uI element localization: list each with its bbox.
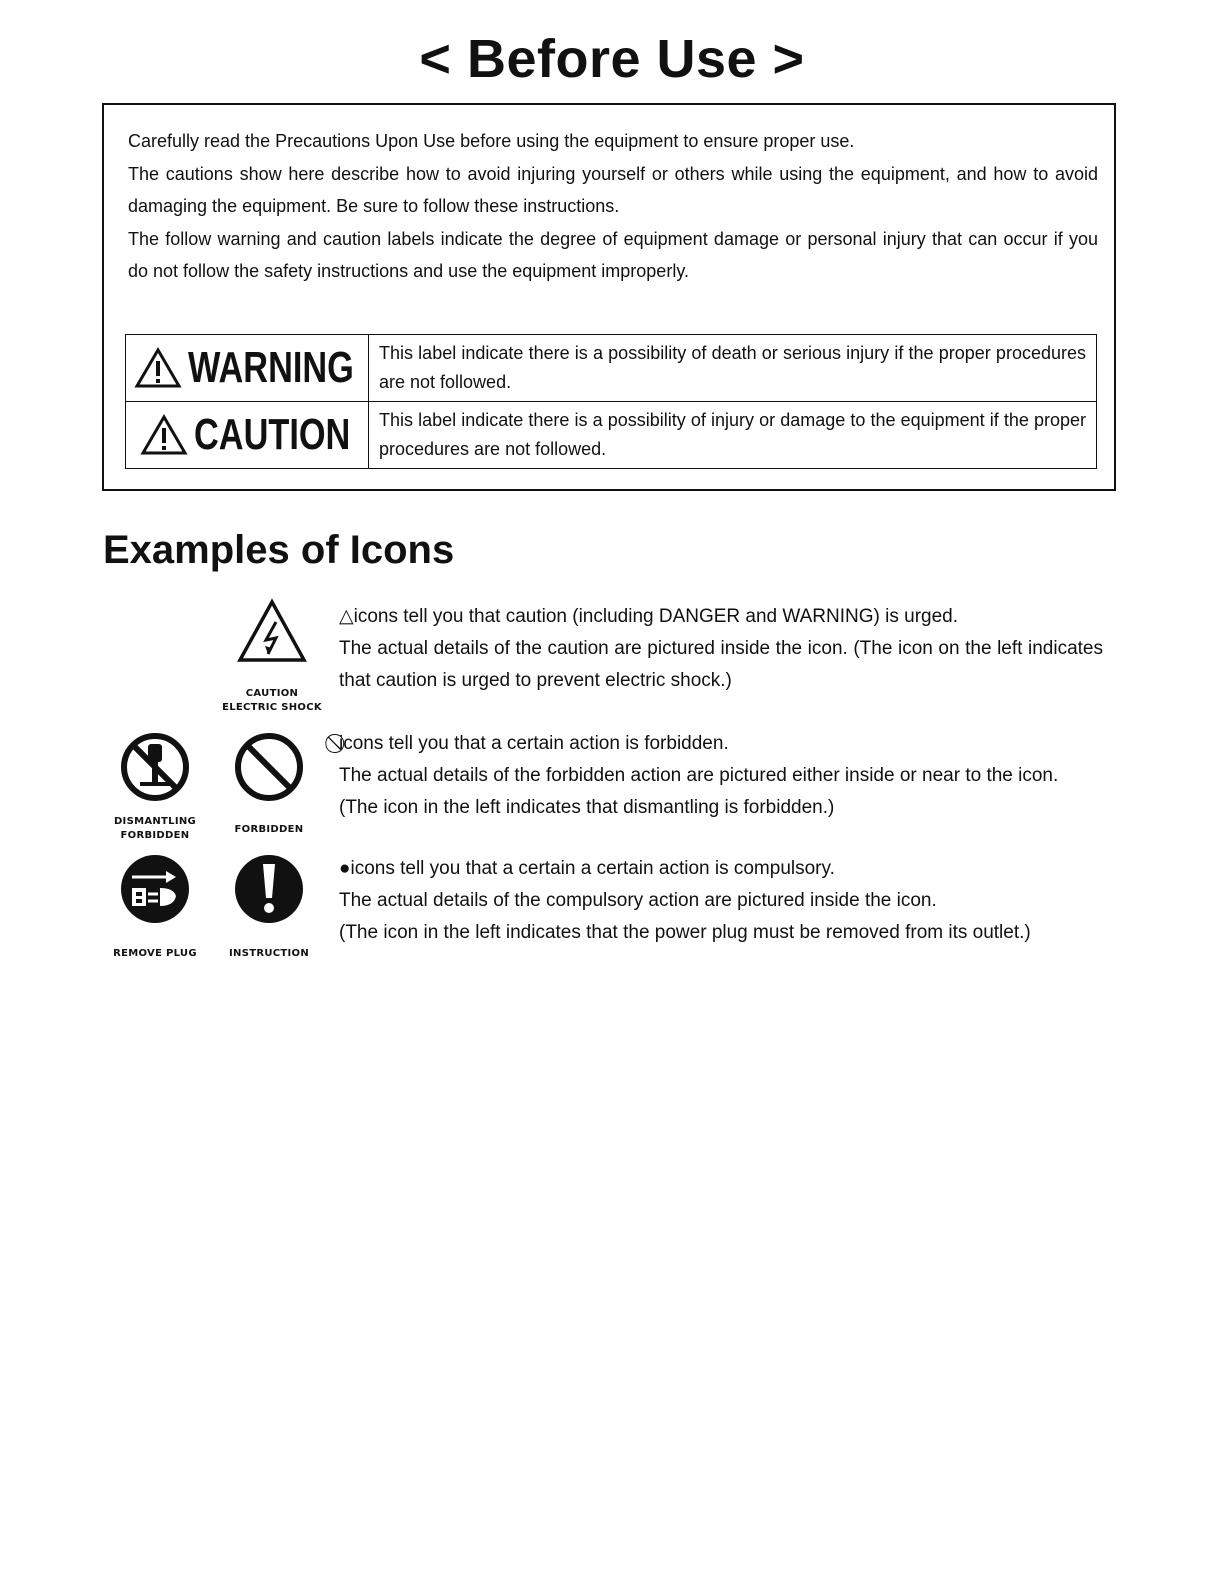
instruction-figure [219, 852, 319, 961]
warning-word: WARNING [187, 343, 354, 392]
intro-paragraph: The follow warning and caution labels indicate the degree of equipment damage or personal injury that can occur if you do not follow the safety instructions and use the equipment improperly. [128, 228, 1098, 281]
forbidden-icons-note: (The icon in the left indicates that dismantling is forbidden.) [339, 797, 835, 818]
electric-shock-caution-icon [236, 598, 308, 664]
label-table [125, 334, 1097, 469]
caution-icons-line: △icons tell you that caution (including DANGER and WARNING) is urged. [339, 601, 1103, 633]
forbidden-figure [219, 730, 319, 837]
caution-icons-detail: The actual details of the caution are pictured inside the icon. (The icon on the left indicates that caution is urged to prevent electric shock.) [339, 638, 1103, 691]
instruction-icon [232, 852, 306, 926]
dismantling-forbidden-figure [100, 730, 210, 843]
section-title: Examples of Icons [103, 528, 455, 572]
icon-caption: CAUTION [245, 688, 299, 699]
icon-caption: INSTRUCTION [229, 948, 309, 959]
warning-description: This label indicate there is a possibility of death or serious injury if the proper procedures are not followed. [369, 335, 1097, 402]
caution-description: This label indicate there is a possibility of injury or damage to the equipment if the proper procedures are not followed. [369, 402, 1097, 469]
remove-plug-figure [100, 852, 210, 961]
triangle-symbol-icon: △ [339, 606, 354, 627]
icon-caption: FORBIDDEN [120, 830, 190, 841]
compulsory-icons-note: (The icon in the left indicates that the power plug must be removed from its outlet.) [339, 922, 1031, 943]
dismantling-forbidden-icon [118, 730, 192, 804]
forbidden-icons-detail: The actual details of the forbidden action are pictured either inside or near to the icon. [339, 765, 1059, 786]
page-title: < Before Use > [419, 29, 805, 89]
forbidden-icons-line: icons tell you that a certain action is forbidden. [339, 733, 729, 754]
intro-paragraph: Carefully read the Precautions Upon Use before using the equipment to ensure proper use. [128, 131, 855, 151]
compulsory-icons-description [339, 853, 1103, 949]
intro-text [128, 125, 1098, 288]
icon-caption: FORBIDDEN [234, 824, 304, 835]
caution-icons-description [339, 601, 1103, 697]
filled-circle-symbol-icon: ● [339, 858, 351, 879]
compulsory-icons-line: ●icons tell you that a certain a certain action is compulsory. [339, 853, 1103, 885]
warning-row [126, 335, 1097, 402]
intro-box [102, 103, 1116, 491]
warning-triangle-icon [134, 347, 182, 389]
icon-caption: ELECTRIC SHOCK [222, 702, 322, 713]
caution-row [126, 402, 1097, 469]
icon-caption: REMOVE PLUG [113, 948, 197, 959]
intro-paragraph: The cautions show here describe how to avoid injuring yourself or others while using the equipment, and how to avoid damaging the equipment. Be sure to follow these instructions. [128, 163, 1098, 216]
forbidden-icons-description [339, 727, 1103, 824]
warning-triangle-icon [140, 414, 188, 456]
caution-word: CAUTION [193, 410, 351, 459]
icon-caption: DISMANTLING [113, 816, 197, 827]
warning-label [126, 335, 369, 402]
electric-shock-figure [212, 598, 332, 715]
remove-plug-icon [118, 852, 192, 926]
forbidden-icon [232, 730, 306, 804]
caution-label [126, 402, 369, 469]
compulsory-icons-detail: The actual details of the compulsory action are pictured inside the icon. [339, 890, 937, 911]
